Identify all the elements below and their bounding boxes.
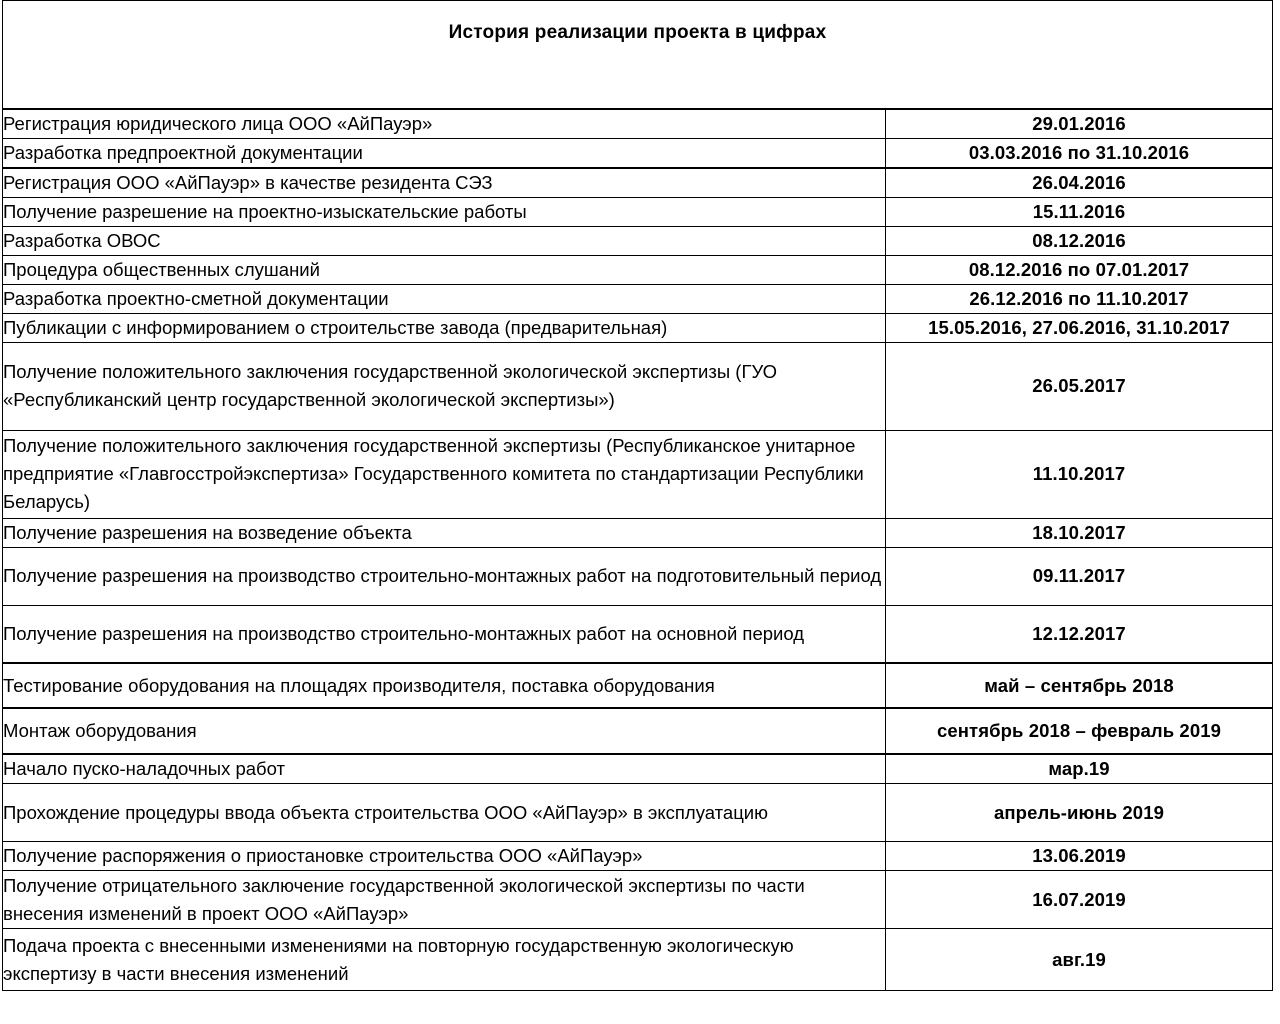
table-row	[3, 138, 1273, 168]
table-row	[3, 708, 1273, 754]
table-body	[3, 1, 1273, 991]
row-value: 15.11.2016	[886, 197, 1273, 226]
table-row	[3, 109, 1273, 139]
table-row	[3, 255, 1273, 284]
table-row	[3, 784, 1273, 842]
table-row	[3, 605, 1273, 663]
row-value: 11.10.2017	[886, 430, 1273, 518]
title-row	[3, 1, 1273, 109]
row-label: Получение разрешения на производство строительно-монтажных работ на подготовительный период	[3, 547, 886, 605]
table-row	[3, 842, 1273, 871]
table-row	[3, 284, 1273, 313]
row-value: 09.11.2017	[886, 547, 1273, 605]
row-label: Получение разрешения на производство строительно-монтажных работ на основной период	[3, 605, 886, 663]
row-value: 13.06.2019	[886, 842, 1273, 871]
table-row	[3, 226, 1273, 255]
row-label: Начало пуско-наладочных работ	[3, 754, 886, 784]
row-label: Публикации с информированием о строительстве завода (предварительная)	[3, 313, 886, 342]
table-row	[3, 929, 1273, 991]
row-label: Прохождение процедуры ввода объекта строительства ООО «АйПауэр» в эксплуатацию	[3, 784, 886, 842]
table-row	[3, 342, 1273, 430]
table-title-cell	[3, 1, 1273, 109]
table-row	[3, 518, 1273, 547]
row-label: Получение разрешение на проектно-изыскательские работы	[3, 197, 886, 226]
row-label: Подача проекта с внесенными изменениями на повторную государственную экологическую экспертизу в части внесения изменений	[3, 929, 886, 991]
row-label: Регистрация юридического лица ООО «АйПауэр»	[3, 109, 886, 139]
table-row	[3, 871, 1273, 929]
row-value: май – сентябрь 2018	[886, 663, 1273, 708]
table-row	[3, 547, 1273, 605]
table-row	[3, 430, 1273, 518]
row-label: Получение отрицательного заключение государственной экологической экспертизы по части внесения изменений в проект ООО «АйПауэр»	[3, 871, 886, 929]
row-label: Тестирование оборудования на площадях производителя, поставка оборудования	[3, 663, 886, 708]
row-label: Получение разрешения на возведение объекта	[3, 518, 886, 547]
row-value: апрель-июнь 2019	[886, 784, 1273, 842]
row-label: Получение распоряжения о приостановке строительства ООО «АйПауэр»	[3, 842, 886, 871]
row-label: Регистрация ООО «АйПауэр» в качестве резидента СЭЗ	[3, 168, 886, 198]
row-value: мар.19	[886, 754, 1273, 784]
row-label: Процедура общественных слушаний	[3, 255, 886, 284]
project-history-table	[2, 0, 1273, 991]
row-value: 08.12.2016 по 07.01.2017	[886, 255, 1273, 284]
row-value: 26.04.2016	[886, 168, 1273, 198]
row-label: Получение положительного заключения государственной экспертизы (Республиканское унитарное предприятие «Главгосстройэкспертиза» Государственного комитета по стандартизации Республики Беларусь)	[3, 430, 886, 518]
row-label: Разработка проектно-сметной документации	[3, 284, 886, 313]
row-value: 16.07.2019	[886, 871, 1273, 929]
table-row	[3, 168, 1273, 198]
row-value: 15.05.2016, 27.06.2016, 31.10.2017	[886, 313, 1273, 342]
row-value: 29.01.2016	[886, 109, 1273, 139]
row-label: Разработка предпроектной документации	[3, 138, 886, 168]
row-label: Монтаж оборудования	[3, 708, 886, 754]
row-value: 26.05.2017	[886, 342, 1273, 430]
row-label: Разработка ОВОС	[3, 226, 886, 255]
row-label: Получение положительного заключения государственной экологической экспертизы (ГУО «Республиканский центр государственной экологической экспертизы»)	[3, 342, 886, 430]
row-value: 08.12.2016	[886, 226, 1273, 255]
row-value: 18.10.2017	[886, 518, 1273, 547]
row-value: 26.12.2016 по 11.10.2017	[886, 284, 1273, 313]
row-value: авг.19	[886, 929, 1273, 991]
table-row	[3, 663, 1273, 708]
row-value: 12.12.2017	[886, 605, 1273, 663]
row-value: сентябрь 2018 – февраль 2019	[886, 708, 1273, 754]
page-title: История реализации проекта в цифрах	[448, 21, 827, 43]
table-row	[3, 754, 1273, 784]
table-row	[3, 197, 1273, 226]
row-value: 03.03.2016 по 31.10.2016	[886, 138, 1273, 168]
table-row	[3, 313, 1273, 342]
